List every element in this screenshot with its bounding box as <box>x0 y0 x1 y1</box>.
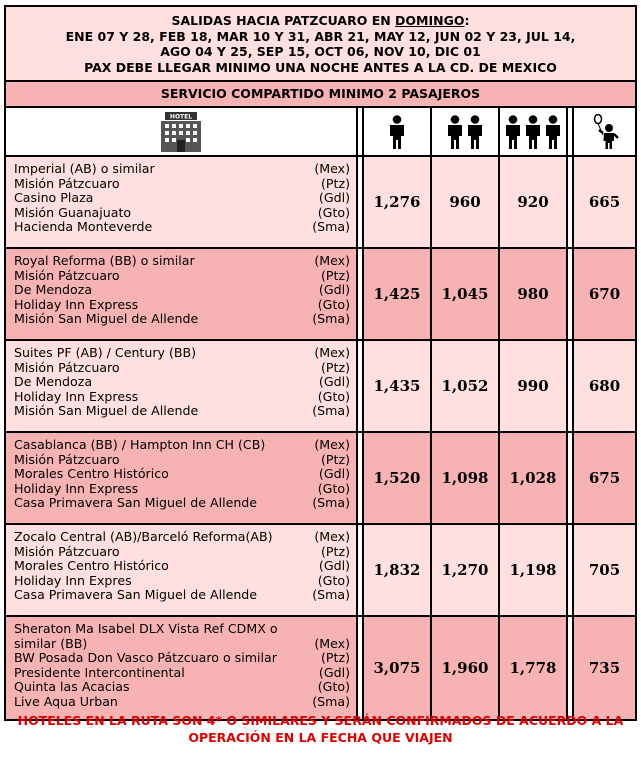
header-line-2: ENE 07 Y 28, FEB 18, MAR 10 Y 31, ABR 21, MAY 12, JUN 02 Y 23, JUL 14, <box>65 28 576 44</box>
hotel-line: Suites PF (AB) / Century (BB) (Mex) <box>14 345 350 360</box>
three-persons-icon <box>503 121 563 140</box>
price-triple: 1,198 <box>499 524 567 616</box>
price-single: 1,832 <box>363 524 431 616</box>
price-triple: 980 <box>499 248 567 340</box>
hotel-line: Morales Centro Histórico (Gdl) <box>14 466 350 482</box>
price-child: 735 <box>573 616 635 719</box>
hotel-line: Holiday Inn Express (Gto) <box>14 480 350 496</box>
hotel-list <box>6 156 357 248</box>
price-triple: 1,028 <box>499 432 567 524</box>
hotel-line: Misión Pátzcuaro (Ptz) <box>14 267 350 283</box>
hotel-list <box>6 432 357 524</box>
hotel-icon <box>159 113 203 140</box>
price-single: 1,435 <box>363 340 431 432</box>
header-line-1: SALIDAS HACIA PATZCUARO EN DOMINGO: <box>171 13 470 28</box>
single-column-header <box>363 108 431 156</box>
hotel-line: Hacienda Monteverde (Sma) <box>14 219 350 235</box>
hotel-line: Holiday Inn Expres (Gto) <box>14 572 350 588</box>
package-row-6 <box>6 616 635 719</box>
hotel-line: Misión San Miguel de Allende (Sma) <box>14 311 350 327</box>
package-row-2 <box>6 248 635 340</box>
hotel-line: Holiday Inn Express (Gto) <box>14 388 350 404</box>
footer-line-1: HOTELES EN LA RUTA SON 4* O SIMILARES Y SERÁN CONFIRMADOS DE ACUERDO A LA <box>17 713 624 728</box>
price-child: 705 <box>573 524 635 616</box>
price-single: 1,425 <box>363 248 431 340</box>
child-icon <box>590 121 620 140</box>
hotel-column-header <box>6 108 357 156</box>
departures-header <box>6 7 635 82</box>
double-column-header <box>431 108 499 156</box>
hotel-line: Misión Pátzcuaro (Ptz) <box>14 451 350 467</box>
hotel-line: Misión Guanajuato (Gto) <box>14 204 350 220</box>
price-double: 1,052 <box>431 340 499 432</box>
hotel-line: Morales Centro Histórico (Gdl) <box>14 558 350 574</box>
hotel-line: Misión San Miguel de Allende (Sma) <box>14 403 350 419</box>
hotel-line: Royal Reforma (BB) o similar (Mex) <box>14 253 350 268</box>
hotel-line: Holiday Inn Express (Gto) <box>14 296 350 312</box>
header-line-4: PAX DEBE LLEGAR MINIMO UNA NOCHE ANTES A LA CD. DE MEXICO <box>84 59 557 75</box>
hotel-line: BW Posada Don Vasco Pátzcuaro o similar (Ptz) <box>14 650 350 666</box>
price-child: 675 <box>573 432 635 524</box>
header-line-3: AGO 04 Y 25, SEP 15, OCT 06, NOV 10, DIC 01 <box>160 44 481 59</box>
rates-table <box>6 108 635 719</box>
departure-day: DOMINGO <box>395 13 465 28</box>
hotel-list <box>6 524 357 616</box>
price-single: 3,075 <box>363 616 431 719</box>
child-column-header <box>573 108 635 156</box>
hotel-list <box>6 616 357 719</box>
service-banner: SERVICIO COMPARTIDO MINIMO 2 PASAJEROS <box>6 82 635 108</box>
price-child: 670 <box>573 248 635 340</box>
price-triple: 920 <box>499 156 567 248</box>
footer-line-2: OPERACIÓN EN LA FECHA QUE VIAJEN <box>188 730 453 745</box>
footer-note <box>0 712 641 746</box>
hotel-line: De Mendoza (Gdl) <box>14 374 350 390</box>
hotel-line: Casino Plaza (Gdl) <box>14 190 350 206</box>
price-double: 1,098 <box>431 432 499 524</box>
hotel-line: similar (BB) (Mex) <box>14 635 350 651</box>
hotel-line: Zocalo Central (AB)/Barceló Reforma(AB) (Mex) <box>14 529 350 544</box>
hotel-line: Misión Pátzcuaro (Ptz) <box>14 359 350 375</box>
hotel-line: Misión Pátzcuaro (Ptz) <box>14 543 350 559</box>
price-double: 960 <box>431 156 499 248</box>
hotel-line: Misión Pátzcuaro (Ptz) <box>14 175 350 191</box>
hotel-line: Casa Primavera San Miguel de Allende (Sma) <box>14 587 350 603</box>
package-row-3 <box>6 340 635 432</box>
occupancy-icons-row <box>6 108 635 156</box>
hotel-line: Quinta las Acacias (Gto) <box>14 679 350 695</box>
tour-pricing-table <box>4 5 637 721</box>
package-row-4 <box>6 432 635 524</box>
triple-column-header <box>499 108 567 156</box>
hotel-line: De Mendoza (Gdl) <box>14 282 350 298</box>
price-single: 1,276 <box>363 156 431 248</box>
hotel-line: Imperial (AB) o similar (Mex) <box>14 161 350 176</box>
hotel-line: Presidente Intercontinental (Gdl) <box>14 664 350 680</box>
price-triple: 990 <box>499 340 567 432</box>
hotel-list <box>6 340 357 432</box>
price-double: 1,960 <box>431 616 499 719</box>
two-persons-icon <box>445 121 485 140</box>
package-row-1 <box>6 156 635 248</box>
hotel-list <box>6 248 357 340</box>
price-triple: 1,778 <box>499 616 567 719</box>
svg-text:HOTEL: HOTEL <box>169 113 193 120</box>
price-double: 1,270 <box>431 524 499 616</box>
price-single: 1,520 <box>363 432 431 524</box>
hotel-line: Sheraton Ma Isabel DLX Vista Ref CDMX o <box>14 622 278 636</box>
hotel-line: Casablanca (BB) / Hampton Inn CH (CB) (Mex) <box>14 437 350 452</box>
price-child: 680 <box>573 340 635 432</box>
price-double: 1,045 <box>431 248 499 340</box>
price-child: 665 <box>573 156 635 248</box>
hotel-line: Live Aqua Urban (Sma) <box>14 693 350 709</box>
package-row-5 <box>6 524 635 616</box>
single-person-icon <box>388 121 406 140</box>
hotel-line: Casa Primavera San Miguel de Allende (Sma) <box>14 495 350 511</box>
